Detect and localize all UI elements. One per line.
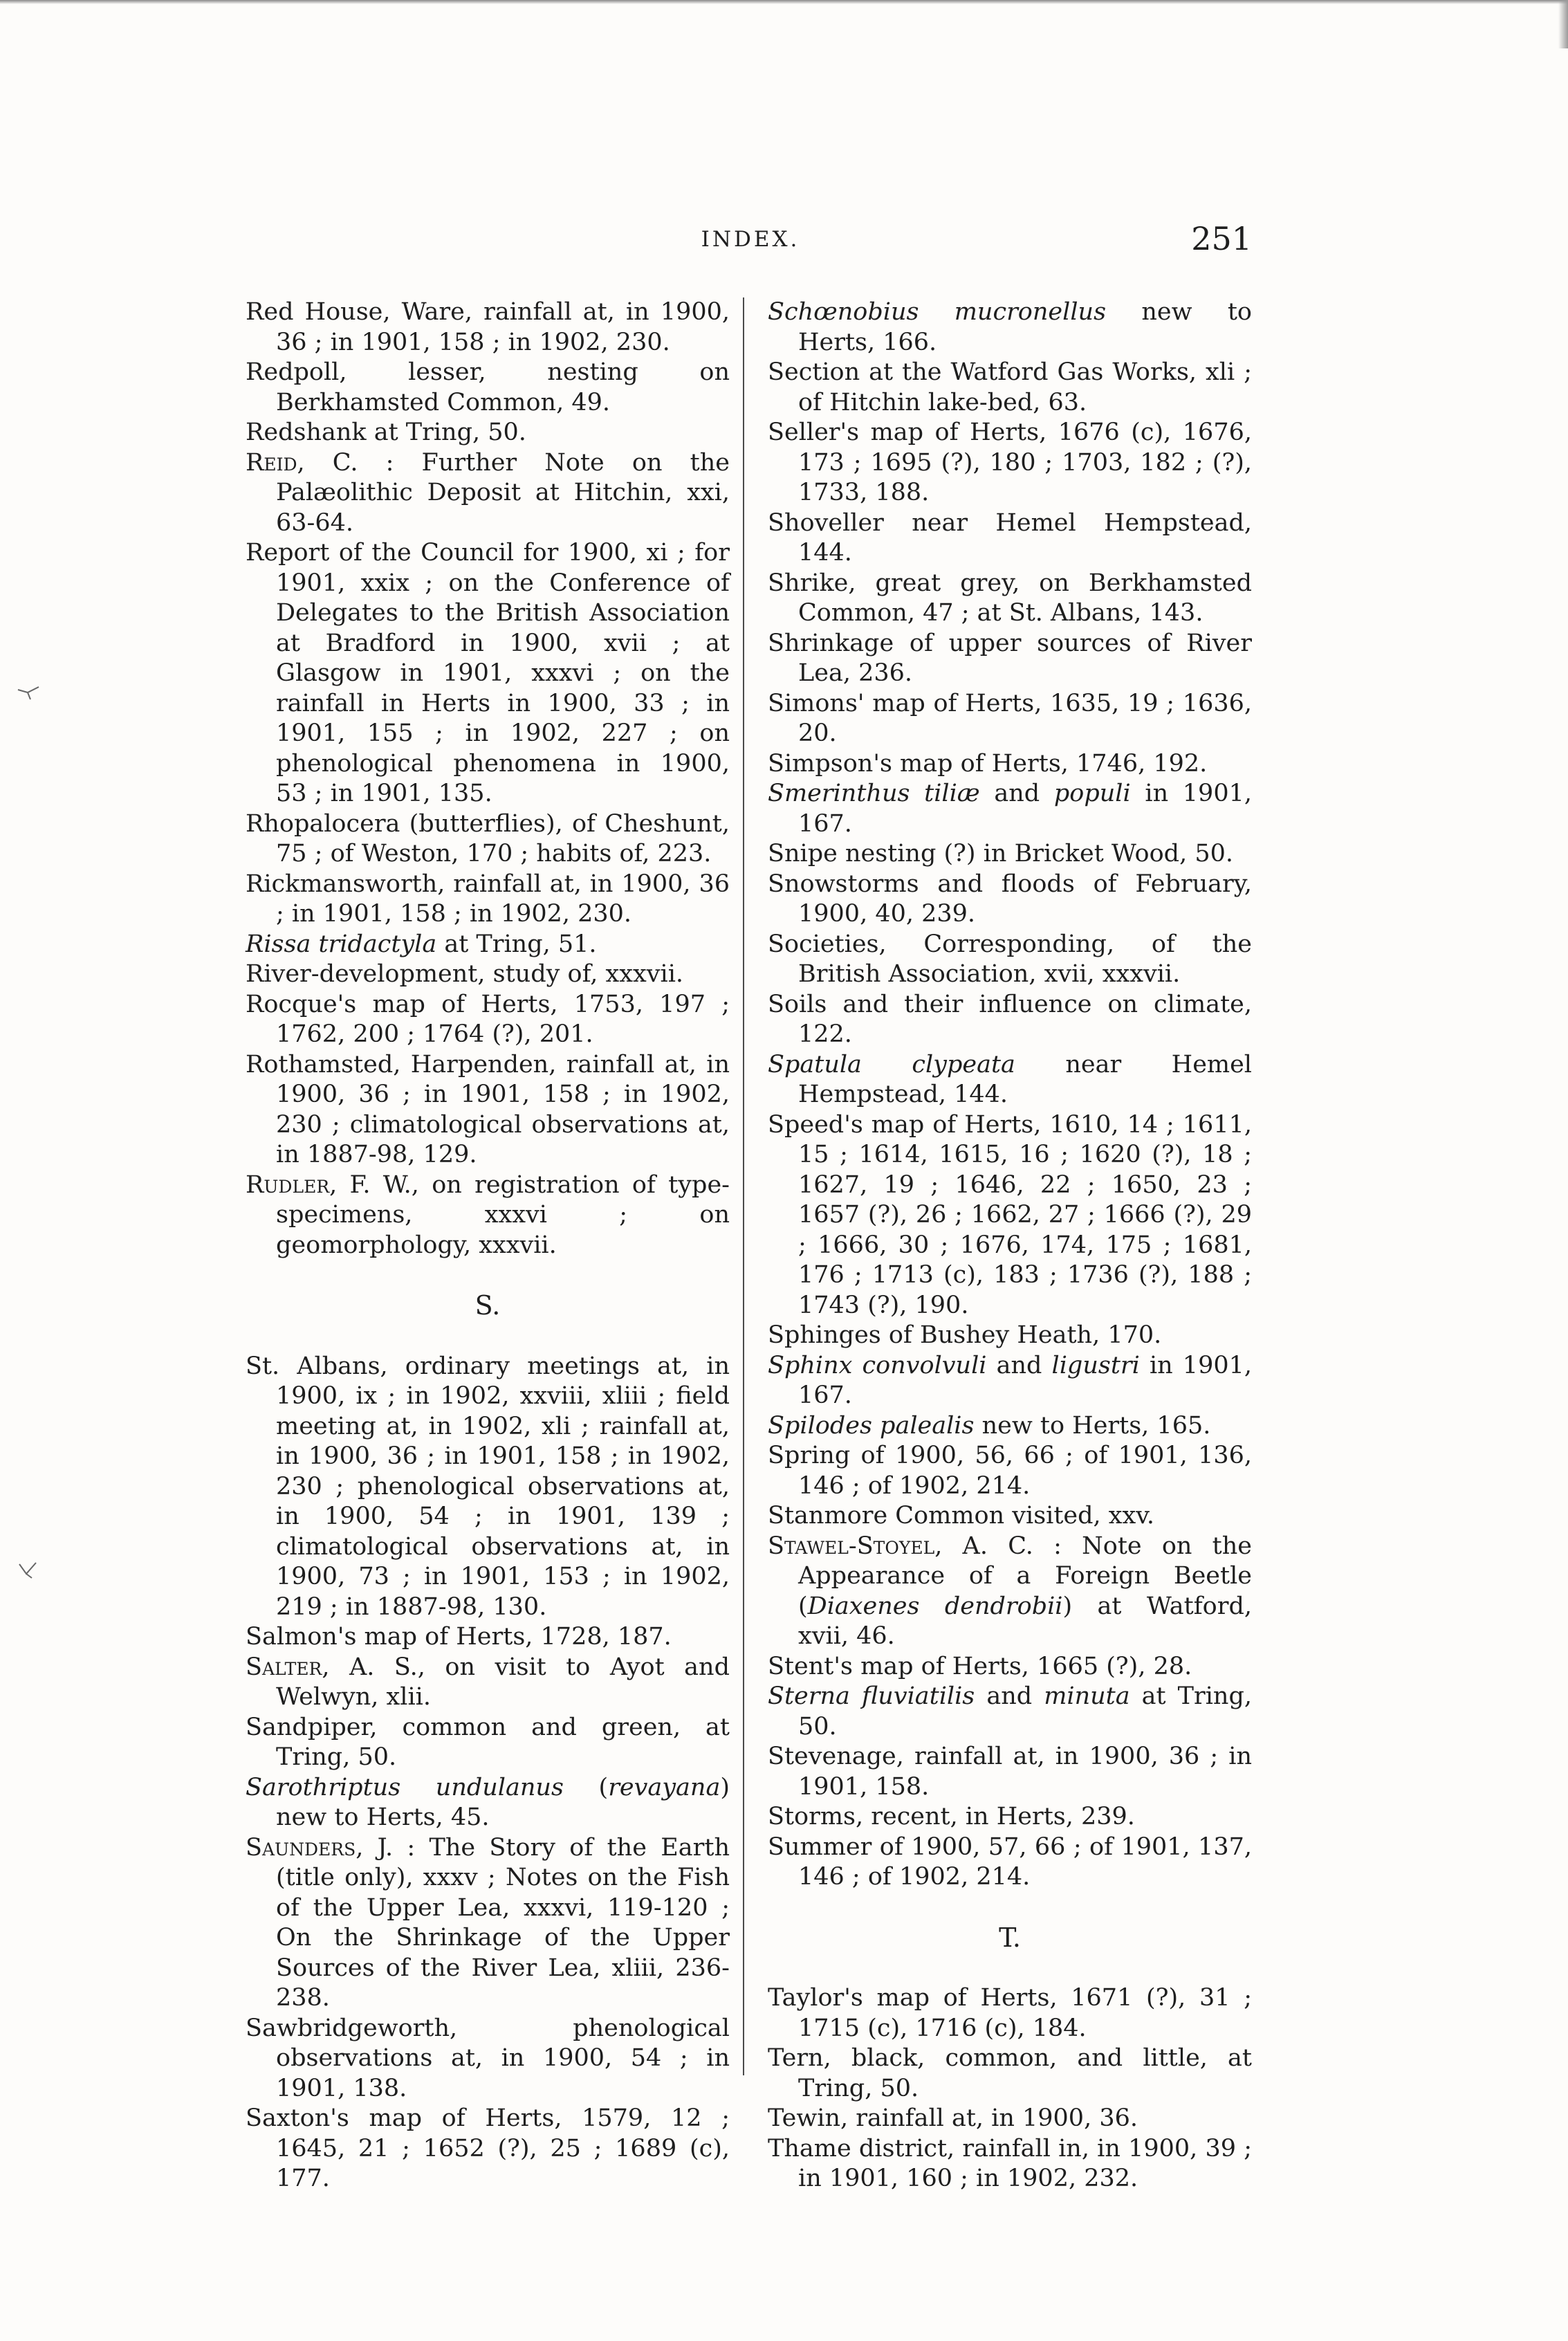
- entry-text: : Note on the Appearance of a Foreign Beetle (: [798, 1532, 1252, 1620]
- entry-text: (: [563, 1773, 609, 1801]
- index-entry: [768, 2134, 1252, 2194]
- margin-mark: [15, 681, 43, 702]
- entry-text: Rhopalocera (butterflies), of Cheshunt, 75 ; of Weston, 170 ; habits of, 223.: [246, 809, 730, 867]
- index-entry: [246, 1622, 730, 1653]
- entry-text: Soils and their influence on climate, 122.: [768, 990, 1252, 1048]
- entry-text: near Hemel Hempstead, 144.: [798, 1050, 1252, 1108]
- index-entry: [768, 2104, 1252, 2134]
- entry-italic: Schœnobius mucronellus: [768, 298, 1107, 326]
- entry-italic: revayana: [608, 1773, 721, 1801]
- index-entry: [768, 1110, 1252, 1321]
- entry-text: Sphinges of Bushey Heath, 170.: [768, 1321, 1162, 1349]
- entry-text: Saxton's map of Herts, 1579, 12 ; 1645, 21 ; 1652 (?), 25 ; 1689 (c), 177.: [246, 2104, 730, 2192]
- index-entry: [768, 1742, 1252, 1802]
- index-entry: [246, 1170, 730, 1261]
- entry-text: Redpoll, lesser, nesting on Berkhamsted Common, 49.: [246, 358, 730, 416]
- index-entry: [768, 297, 1252, 358]
- index-entry: [246, 809, 730, 870]
- page-header: [249, 220, 1252, 261]
- section-letter: [768, 1923, 1252, 1954]
- entry-text: Tewin, rainfall at, in 1900, 36.: [768, 2104, 1138, 2132]
- entry-text: new to Herts, 165.: [974, 1411, 1211, 1440]
- entry-text: Taylor's map of Herts, 1671 (?), 31 ; 1715 (c), 1716 (c), 184.: [768, 1984, 1252, 2042]
- entry-text: and: [979, 780, 1054, 807]
- index-entry: [768, 1441, 1252, 1501]
- index-entry: [246, 1833, 730, 2014]
- entry-text: Shrinkage of upper sources of River Lea, 236.: [768, 629, 1252, 687]
- entry-text: Section at the Watford Gas Works, xli ; of Hitchin lake-bed, 63.: [768, 358, 1252, 416]
- entry-text: at Tring, 50.: [798, 1682, 1252, 1741]
- entry-text: and: [975, 1682, 1044, 1710]
- index-column-left: [246, 297, 730, 2194]
- index-entry: [246, 870, 730, 930]
- entry-italic: Sarothriptus undulanus: [246, 1773, 564, 1801]
- scan-right-edge: [1558, 0, 1568, 48]
- entry-italic: Smerinthus tiliæ: [768, 780, 980, 807]
- entry-text: Stent's map of Herts, 1665 (?), 28.: [768, 1652, 1192, 1680]
- entry-italic: minuta: [1044, 1682, 1130, 1710]
- entry-italic: Spatula clypeata: [768, 1050, 1015, 1078]
- entry-italic: populi: [1053, 780, 1131, 807]
- index-entry: [246, 930, 730, 960]
- index-entry: [246, 1653, 730, 1713]
- index-entry: [246, 960, 730, 990]
- index-entry: [768, 2044, 1252, 2104]
- entry-italic: ligustri: [1051, 1351, 1140, 1379]
- index-entry: [768, 1351, 1252, 1411]
- column-divider: [743, 297, 744, 2075]
- entry-text: T.: [999, 1922, 1021, 1953]
- entry-italic: Rissa tridactyla: [246, 930, 437, 958]
- index-entry: [246, 297, 730, 358]
- index-entry: [768, 569, 1252, 629]
- entry-text: Speed's map of Herts, 1610, 14 ; 1611, 15 ; 1614, 1615, 16 ; 1620 (?), 18 ; 1627, 19 ; 1646, 22 ; 1650, 23 ; 1657 (?), 26 ; 1662, 27 ; 1666 (?), 29 ; 1666, 30 ; 1676, 174, 175 ; 1681, 176 ; 1713 (c), 183 ; 1736 (?), 188 ; 1743 (?), 190.: [768, 1110, 1252, 1319]
- index-entry: [768, 839, 1252, 870]
- index-entry: [768, 1411, 1252, 1442]
- entry-text: , on registration of type-specimens, xxxvi ; on geomorphology, xxxvii.: [276, 1170, 730, 1259]
- index-entry: [246, 358, 730, 418]
- index-entry: [246, 448, 730, 539]
- index-entry: [768, 418, 1252, 508]
- running-head: INDEX.: [701, 227, 800, 252]
- index-entry: [768, 749, 1252, 780]
- entry-text: Rocque's map of Herts, 1753, 197 ; 1762, 200 ; 1764 (?), 201.: [246, 990, 730, 1048]
- entry-text: : The Story of the Earth (title only), xxxv ; Notes on the Fish of the Upper Lea, xxxvi, 119-120 ; On the Shrinkage of the Upper Sources of the River Lea, xliii, 236-238.: [276, 1833, 730, 2012]
- entry-text: Stanmore Common visited, xxv.: [768, 1502, 1155, 1530]
- entry-text: Tern, black, common, and little, at Tring, 50.: [768, 2044, 1252, 2102]
- entry-italic: Sphinx convolvuli: [768, 1351, 987, 1379]
- index-entry: [768, 629, 1252, 689]
- section-letter: [246, 1291, 730, 1321]
- index-entry: [768, 1802, 1252, 1833]
- entry-italic: Sterna fluviatilis: [768, 1682, 975, 1710]
- index-entry: [768, 930, 1252, 990]
- entry-text: at Tring, 51.: [436, 930, 597, 958]
- entry-text: Storms, recent, in Herts, 239.: [768, 1803, 1135, 1830]
- entry-text: Summer of 1900, 57, 66 ; of 1901, 137, 146 ; of 1902, 214.: [768, 1833, 1252, 1891]
- entry-author: Salter, A. S.: [246, 1653, 418, 1681]
- entry-text: : Further Note on the Palæolithic Deposit at Hitchin, xxi, 63-64.: [276, 448, 730, 537]
- margin-mark: [15, 1560, 43, 1581]
- index-entry: [768, 990, 1252, 1050]
- entry-text: Seller's map of Herts, 1676 (c), 1676, 173 ; 1695 (?), 180 ; 1703, 182 ; (?), 1733, 188.: [768, 419, 1252, 506]
- entry-text: Sawbridgeworth, phenological observations at, in 1900, 54 ; in 1901, 138.: [246, 2014, 730, 2102]
- entry-text: Stevenage, rainfall at, in 1900, 36 ; in 1901, 158.: [768, 1743, 1252, 1801]
- index-entry: [768, 358, 1252, 418]
- index-entry: [768, 1983, 1252, 2044]
- index-entry: [768, 1050, 1252, 1110]
- index-entry: [246, 538, 730, 809]
- entry-text: Rothamsted, Harpenden, rainfall at, in 1900, 36 ; in 1901, 158 ; in 1902, 230 ; climatological observations at, in 1887-98, 129.: [246, 1050, 730, 1168]
- entry-text: Societies, Corresponding, of the British Association, xvii, xxxvii.: [768, 930, 1252, 988]
- index-entry: [768, 1532, 1252, 1652]
- entry-text: new to Herts, 166.: [798, 298, 1252, 356]
- entry-italic: Diaxenes dendrobii: [807, 1592, 1063, 1620]
- index-entry: [768, 1652, 1252, 1682]
- entry-text: and: [986, 1351, 1052, 1379]
- entry-author: Reid, C.: [246, 448, 358, 477]
- entry-text: Red House, Ware, rainfall at, in 1900, 36 ; in 1901, 158 ; in 1902, 230.: [246, 298, 730, 356]
- index-entry: [768, 779, 1252, 839]
- entry-text: Snipe nesting (?) in Bricket Wood, 50.: [768, 840, 1233, 867]
- entry-text: S.: [474, 1290, 501, 1321]
- entry-author: Stawel-Stoyel, A. C.: [768, 1532, 1033, 1560]
- entry-text: Redshank at Tring, 50.: [246, 419, 526, 446]
- index-entry: [768, 1501, 1252, 1532]
- index-entry: [246, 2014, 730, 2104]
- index-entry: [246, 1050, 730, 1170]
- index-entry: [768, 870, 1252, 930]
- index-entry: [246, 418, 730, 448]
- index-entry: [246, 2104, 730, 2194]
- index-column-right: [768, 297, 1252, 2194]
- entry-text: Spring of 1900, 56, 66 ; of 1901, 136, 146 ; of 1902, 214.: [768, 1442, 1252, 1500]
- entry-author: Rudler, F. W.: [246, 1170, 412, 1199]
- entry-text: Salmon's map of Herts, 1728, 187.: [246, 1623, 672, 1651]
- entry-author: Saunders, J.: [246, 1833, 394, 1862]
- index-entry: [246, 1773, 730, 1833]
- entry-text: River-development, study of, xxxvii.: [246, 960, 684, 988]
- index-entry: [246, 1352, 730, 1623]
- entry-text: Simpson's map of Herts, 1746, 192.: [768, 749, 1208, 778]
- entry-text: ) at Watford, xvii, 46.: [798, 1592, 1252, 1650]
- entry-text: Snowstorms and floods of February, 1900, 40, 239.: [768, 870, 1252, 928]
- entry-text: Shrike, great grey, on Berkhamsted Common, 47 ; at St. Albans, 143.: [768, 569, 1252, 627]
- entry-text: Thame district, rainfall in, in 1900, 39 ; in 1901, 160 ; in 1902, 232.: [768, 2134, 1252, 2192]
- entry-text: in 1901, 167.: [798, 1351, 1252, 1409]
- entry-text: Simons' map of Herts, 1635, 19 ; 1636, 20.: [768, 689, 1252, 747]
- index-entry: [768, 508, 1252, 569]
- entry-text: in 1901, 167.: [798, 780, 1252, 838]
- entry-italic: Spilodes palealis: [768, 1411, 975, 1440]
- entry-text: St. Albans, ordinary meetings at, in 1900, ix ; in 1902, xxviii, xliii ; field meeting at, in 1902, xli ; rainfall at, in 1900, 36 ; in 1901, 158 ; in 1902, 230 ; phenological observations at, in 1900, 54 ; in 1901, 139 ; climatological observations at, in 1900, 73 ; in 1901, 153 ; in 1902, 219 ; in 1887-98, 130.: [246, 1352, 730, 1621]
- entry-text: Shoveller near Hemel Hempstead, 144.: [768, 508, 1252, 567]
- entry-text: Report of the Council for 1900, xi ; for 1901, xxix ; on the Conference of Delegates to the British Association at Bradford in 1900, xvii ; at Glasgow in 1901, xxxvi ; on the rainfall in Herts in 1900, 33 ; in 1901, 155 ; in 1902, 227 ; on phenological phenomena in 1900, 53 ; in 1901, 135.: [246, 539, 730, 807]
- entry-text: Rickmansworth, rainfall at, in 1900, 36 ; in 1901, 158 ; in 1902, 230.: [246, 870, 730, 928]
- index-entry: [246, 1713, 730, 1773]
- entry-text: Sandpiper, common and green, at Tring, 50.: [246, 1713, 730, 1771]
- entry-text: , on visit to Ayot and Welwyn, xlii.: [276, 1653, 730, 1711]
- entry-text: ) new to Herts, 45.: [276, 1773, 730, 1831]
- scan-top-edge: [0, 0, 1568, 4]
- index-entry: [768, 1833, 1252, 1893]
- page-number: 251: [1191, 220, 1252, 257]
- index-entry: [768, 689, 1252, 749]
- index-entry: [768, 1682, 1252, 1742]
- index-entry: [768, 1321, 1252, 1351]
- index-entry: [246, 990, 730, 1050]
